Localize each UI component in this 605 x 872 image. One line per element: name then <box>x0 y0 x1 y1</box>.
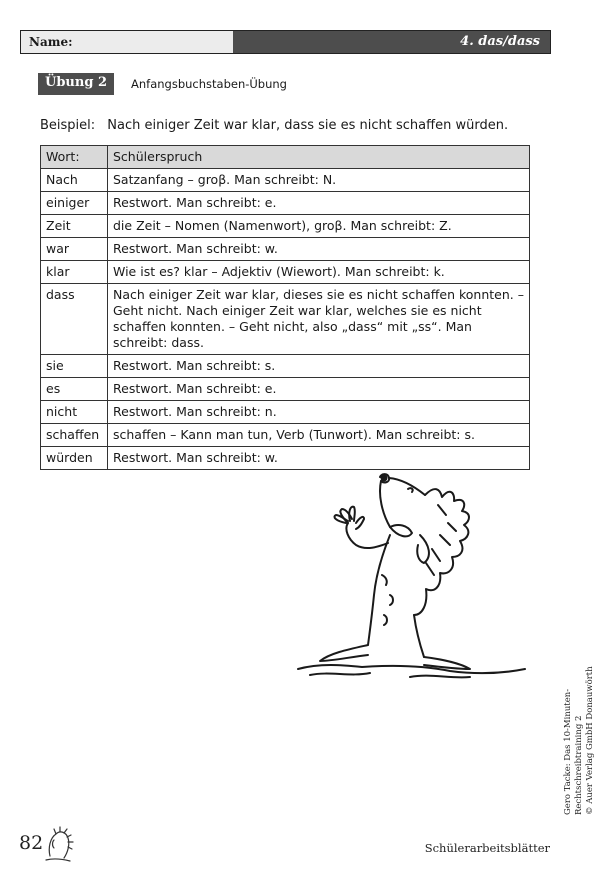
saying-cell: Restwort. Man schreibt: n. <box>108 401 530 424</box>
table-row <box>41 192 530 215</box>
word-cell: nicht <box>41 401 108 424</box>
saying-cell: die Zeit – Nomen (Namenwort), groβ. Man schreibt: Z. <box>108 215 530 238</box>
saying-cell: Restwort. Man schreibt: s. <box>108 355 530 378</box>
table-row <box>41 238 530 261</box>
example-label: Beispiel: <box>40 118 96 133</box>
saying-cell: Restwort. Man schreibt: e. <box>108 378 530 401</box>
saying-cell: Restwort. Man schreibt: w. <box>108 238 530 261</box>
word-cell: klar <box>41 261 108 284</box>
word-cell: würden <box>41 447 108 470</box>
word-cell: es <box>41 378 108 401</box>
saying-cell: schaffen – Kann man tun, Verb (Tunwort). Man schreibt: s. <box>108 424 530 447</box>
word-cell: einiger <box>41 192 108 215</box>
table-row <box>41 169 530 192</box>
name-label: Name: <box>21 31 233 53</box>
section-title: 4. das/dass <box>233 31 550 53</box>
saying-cell: Nach einiger Zeit war klar, dieses sie es nicht schaffen konnten. – Geht nicht. Nach einiger Zeit war klar, welches sie es nicht schaffen konnten. – Geht nicht, also „dass“ mit „ss“. Man schreibt: dass. <box>108 284 530 355</box>
saying-cell: Satzanfang – groβ. Man schreibt: N. <box>108 169 530 192</box>
table-row <box>41 424 530 447</box>
exercise-title: Anfangsbuchstaben-Übung <box>131 77 287 91</box>
word-cell: dass <box>41 284 108 355</box>
word-cell: war <box>41 238 108 261</box>
footer-label: Schülerarbeitsblätter <box>424 841 550 855</box>
table-row <box>41 215 530 238</box>
table-row <box>41 261 530 284</box>
credit-line-author: Gero Tacke: Das 10-Minuten-Rechtschreibtraining 2 <box>563 688 584 815</box>
page-number: 82 <box>19 832 44 854</box>
word-cell: schaffen <box>41 424 108 447</box>
word-cell: Zeit <box>41 215 108 238</box>
hedgehog-icon <box>40 826 76 864</box>
exercise-badge: Übung 2 <box>38 73 114 95</box>
header-bar <box>20 30 551 54</box>
word-cell: Nach <box>41 169 108 192</box>
table-row <box>41 378 530 401</box>
column-header-saying: Schülerspruch <box>108 146 530 169</box>
table-header-row <box>41 146 530 169</box>
saying-cell: Restwort. Man schreibt: w. <box>108 447 530 470</box>
hedgehog-illustration <box>290 465 535 690</box>
example-sentence: Nach einiger Zeit war klar, dass sie es nicht schaffen würden. <box>107 118 509 133</box>
saying-cell: Restwort. Man schreibt: e. <box>108 192 530 215</box>
table-row <box>41 355 530 378</box>
column-header-word: Wort: <box>41 146 108 169</box>
publisher-credit <box>563 615 596 815</box>
credit-line-publisher: © Auer Verlag GmbH Donauwörth <box>585 666 595 815</box>
table-row <box>41 401 530 424</box>
saying-cell: Wie ist es? klar – Adjektiv (Wiewort). Man schreibt: k. <box>108 261 530 284</box>
word-table <box>40 145 530 470</box>
example-line <box>40 118 508 133</box>
table-row <box>41 284 530 355</box>
word-cell: sie <box>41 355 108 378</box>
